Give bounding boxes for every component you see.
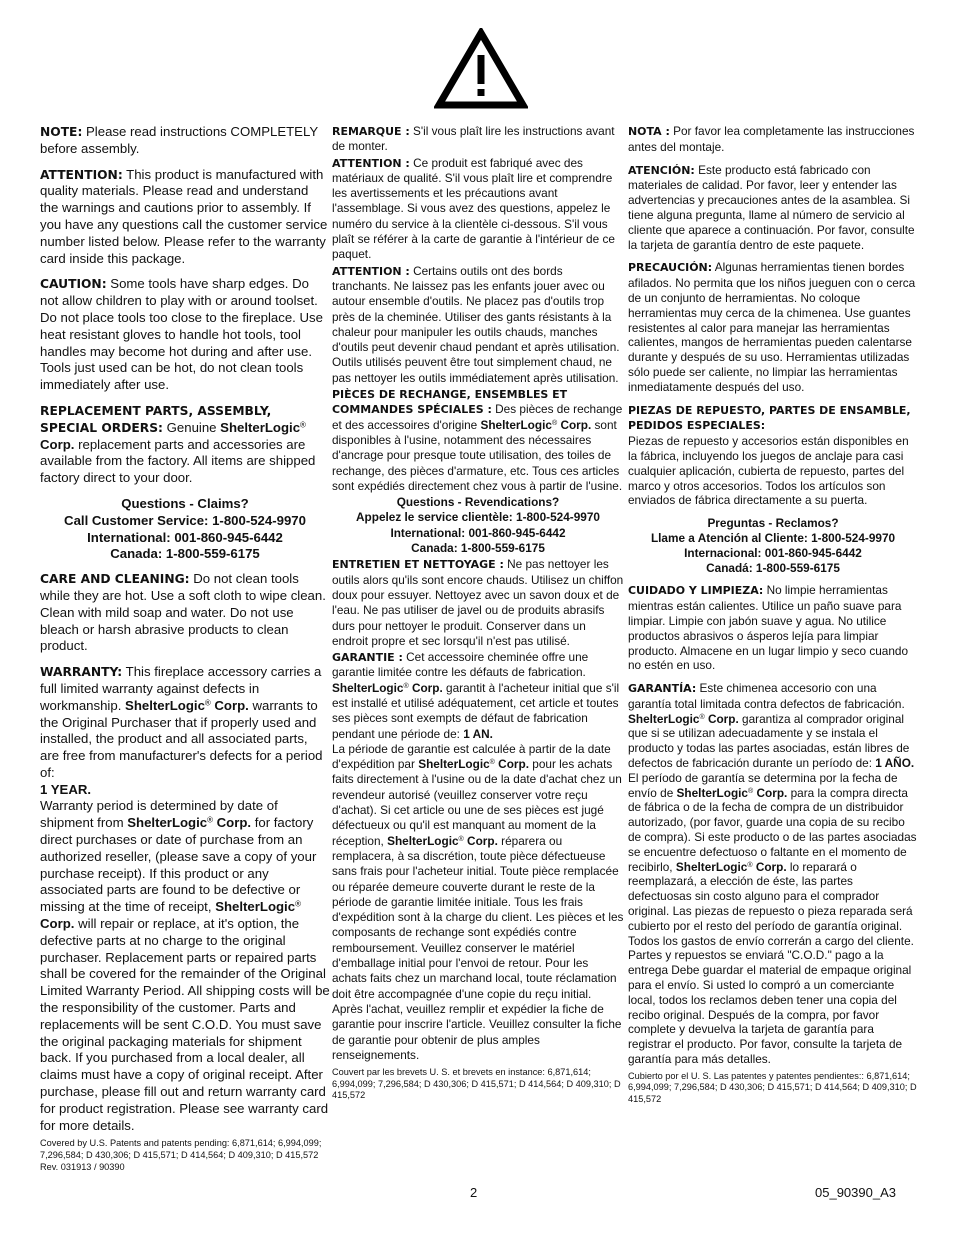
replacement-parts-section-es: PIEZAS DE REPUESTO, PARTES DE ENSAMBLE, PEDIDOS ESPECIALES: Piezas de repuesto y accesorios están disponibles en la fábrica, incluyendo los juegos de anclaje para casi cualquier aplicación, cubierta de repuesto, partes del marco y otros accesorios. Todos los artículos son enviados de fábrica directamente a su puerta. — [628, 403, 911, 508]
warranty-section: WARRANTY: This fireplace accessory carries a full limited warranty against defects in workmanship. ShelterLogic® Corp. warrants to the Original Purchaser that if properly used and installed, the product and all associated parts, are free from manufacturer's defects for a period of: 1 YEAR. Warranty period is determined by date of shipment from ShelterLogic® Corp. for factory direct purchases or date of purchase from an authorized reseller, (please save a copy of your purchase receipt). If this product or any associated parts are found to be defective or missing at the time of receipt, ShelterLogic® Corp. will repair or replace, at it's option, the defective parts at no charge to the original purchaser. Replacement parts or repaired parts shall be covered for the remainder of the Original Limited Warranty Period. All shipping costs will be the responsibility of the customer. Parts and replacements will be sent C.O.D. You must save the original packaging materials for shipment back. If you purchased from a local dealer, all claims must have a copy of original receipt. After purchase, please fill out and return warranty card for product registration. Please see warranty card for more details. — [40, 664, 330, 1133]
precaucion-section: PRECAUCIÓN: Algunas herramientas tienen bordes afilados. No permita que los niños jueguen con o cerca de un conjunto de herramientas. No coloque herramientas muy cerca de la chimenea. Use guantes resistentes al calor para manejar las herramientas calientes, mangos de herramientas pueden calentarse durante y después de su uso. Herramientas utilizadas sólo puede ser caliente, no limpiar las herramientas inmediatamente después del uso. — [628, 260, 916, 394]
customer-service-contact: Questions - Claims? Call Customer Service: 1-800-524-9970 International: 001-860-945-6442 Canada: 1-800-559-6175 — [64, 495, 306, 562]
french-column — [332, 124, 624, 1102]
patents-note-fr: Couvert par les brevets U. S. et brevets en instance: 6,871,614; 6,994,099; 7,296,584; D 430,306; D 415,571; D 414,564; D 409,310; D 415,572 — [332, 1067, 621, 1101]
customer-service-contact-es: Preguntas - Reclamos? Llame a Atención al Cliente: 1-800-524-9970 Internacional: 001-860-945-6442 Canadá: 1-800-559-6175 — [650, 516, 896, 575]
page-number: 2 — [470, 1185, 478, 1200]
attention-section-fr: ATTENTION : Ce produit est fabriqué avec des matériaux de qualité. S'il vous plaît lire et comprendre les avertissements et les précautions avant l'assemblage. Si vous avez des questions, appelez le numéro du service à la clientèle ci-dessous. S'il vous plaît se référer à la carte de garantie à l'intérieur de ce paquet. — [332, 155, 615, 262]
customer-service-contact-fr: Questions - Revendications? Appelez le service clientèle: 1-800-524-9970 International: 001-860-945-6442 Canada: 1-800-559-6175 — [356, 495, 600, 556]
replacement-parts-section-fr: PIÈCES DE RECHANGE, ENSEMBLES ET COMMANDES SPÉCIALES : Des pièces de rechange et des accessoires d'origine ShelterLogic® Corp. sont disponibles à l'usine, notamment des nécessaires d'ancrage pour presque toute utilisation, des toiles de rechange, des pièces d'armature, etc. Tous ces articles sont expédiés directement chez vous à partir de l'usine. — [332, 388, 623, 493]
nota-section: NOTA : Por favor lea completamente las instrucciones antes del montaje. — [628, 124, 915, 154]
revision-note: Rev. 031913 / 90390 — [40, 1161, 125, 1172]
warranty-section-fr: GARANTIE : Cet accessoire cheminée offre une garantie limitée contre les défauts de fabrication. ShelterLogic® Corp. garantit à l'acheteur initial que s'il est installé et utilisé adéquatement, cet article et toutes ses pièces sont exempts de défaut de fabrication pendant une période de: 1 AN. La période de garantie est calculée à partir de la date d'expédition par ShelterLogic® Corp. pour les achats faits directement à l'usine ou de la date d'achat chez un revendeur autorisé (veuillez conserver votre reçu d'achat). Si cet article ou une de ses pièces est jugé défectueux ou qu'il est manquant au moment de la réception, ShelterLogic® Corp. réparera ou remplacera, à sa discrétion, toute pièce défectueuse sans frais pour l'acheteur initial. Toute pièce remplacée ou réparée demeure couverte durant le reste de la période de garantie limitée initiale. Tous les frais d'expédition sont à la charge du client. Les pièces et les composants de rechange sont expédiés contre remboursement. Veuillez conserver le matériel d'emballage initial pour l'envoi de retour. Pour les achats faits chez un marchand local, toute réclamation doit être accompagnée d'une copie du reçu initial. Après l'achat, veuillez remplir et expédier la fiche de garantie pour inscrire l'article. Veuillez consulter la fiche de garantie pour obtenir de plus amples renseignements. — [332, 650, 624, 1062]
care-section-fr: ENTRETIEN ET NETTOYAGE : Ne pas nettoyer les outils alors qu'ils sont encore chauds. Utilisez un chiffon doux pour essuyer. Nettoyez avec un savon doux et de l'eau. Ne pas utiliser de javel ou de produits abrasifs durs pour nettoyer le produit. Conserver dans un endroit propre et sec lorsqu'il n'est pas utilisé. — [332, 557, 624, 648]
care-section-es: CUIDADO Y LIMPIEZA: No limpie herramientas mientras están calientes. Utilice un paño suave para limpiar. Limpie con jabón suave y agua. No utilice productos abrasivos o ásperos lejía para limpiar producto. Almacene en un lugar limpio y seco cuando no estén en uso. — [628, 583, 909, 673]
warning-triangle-icon — [434, 28, 528, 110]
spanish-column — [628, 124, 918, 1106]
patents-note: Covered by U.S. Patents and patents pending: 6,871,614; 6,994,099; 7,296,584; D 430,306; D 415,571; D 414,564; D 409,310; D 415,572 — [40, 1138, 322, 1161]
remarque-section: REMARQUE : S'il vous plaît lire les instructions avant de monter. — [332, 124, 615, 154]
attention-tools-section-fr: ATTENTION : Certains outils ont des bords tranchants. Ne laissez pas les enfants jouer avec ou autour ensemble d'outils. Ne placez pas d'outils trop près de la cheminée. Utiliser des gants résistants à la chaleur pour manipuler les outils chauds, manches d'outils peut devenir chaud pendant et après utilisation. Outils utilisés peuvent être tout simplement chaud, ne pas nettoyer les outils immédiatement après utilisation. — [332, 263, 620, 385]
document-id: 05_90390_A3 — [815, 1185, 896, 1200]
atencion-section: ATENCIÓN: Este producto está fabricado con materiales de calidad. Por favor, leer y entender las advertencias y precauciones antes de la asamblea. Si tiene alguna pregunta, llame al número de servicio al cliente que aparece a continuación. Por favor, consulte la tarjeta de garantía dentro de este paquete. — [628, 162, 915, 252]
replacement-parts-section: REPLACEMENT PARTS, ASSEMBLY, SPECIAL ORDERS: Genuine ShelterLogic® Corp. replacement parts and accessories are available from the factory. All items are shipped factory direct to your door. — [40, 403, 316, 486]
caution-section: CAUTION: Some tools have sharp edges. Do not allow children to play with or around toolset. Do not place tools too close to the fireplace. Use heat resistant gloves to handle hot tools, tool handles may become hot during and after use. Tools just used can be hot, do not clean tools immediately after use. — [40, 276, 323, 393]
warranty-section-es: GARANTÍA: Este chimenea accesorio con una garantía total limitada contra defectos de fabricación. ShelterLogic® Corp. garantiza al comprador original que si se utilizan adecuadamente y se instala el producto y todas las partes asociadas, están libres de defectos de fabricación durante un período de: 1 AÑO. El período de garantía se determina por la fecha de envío de ShelterLogic® Corp. para la compra directa de fábrica o de la fecha de compra de un distribuidor autorizado, (por favor, guarde una copia de su recibo de compra). Si este producto o de las partes asociadas se encuentre defectuoso o faltante en el momento de recibirlo, ShelterLogic® Corp. lo reparará o reemplazará, a elección de éste, las partes defectuosas sin costo alguno para el comprador original. Las piezas de repuesto o pieza reparada será cubierto por el resto del período de garantía original. Todos los gastos de envío correrán a cargo del cliente. Partes y repuestos se enviará "C.O.D." pago a la entrega Debe guardar el material de empaque original para el envío. Si usted lo compró a un comerciante local, todos los reclamos deben tener una copia del recibo original. Después de la compra, por favor complete y devuelva la tarjeta de garantía para registrar el producto. Por favor, consulte la tarjeta de garantía para más detalles. — [628, 681, 917, 1067]
note-section: NOTE: Please read instructions COMPLETELY before assembly. — [40, 124, 318, 156]
english-column — [40, 124, 330, 1173]
attention-section: ATTENTION: This product is manufactured with quality materials. Please read and understand the warnings and cautions prior to assembly. If you have any questions call the customer service number listed below. Please refer to the warranty card inside this package. — [40, 166, 328, 266]
patents-note-es: Cubierto por el U. S. Las patentes y patentes pendientes:: 6,871,614; 6,994,099; 7,296,584; D 430,306; D 415,571; D 414,564; D 409,310; D 415,572 — [628, 1070, 917, 1104]
care-section: CARE AND CLEANING: Do not clean tools while they are hot. Use a soft cloth to wipe clean. Clean with mild soap and water. Do not use bleach or harsh abrasive products to clean product. — [40, 571, 326, 654]
